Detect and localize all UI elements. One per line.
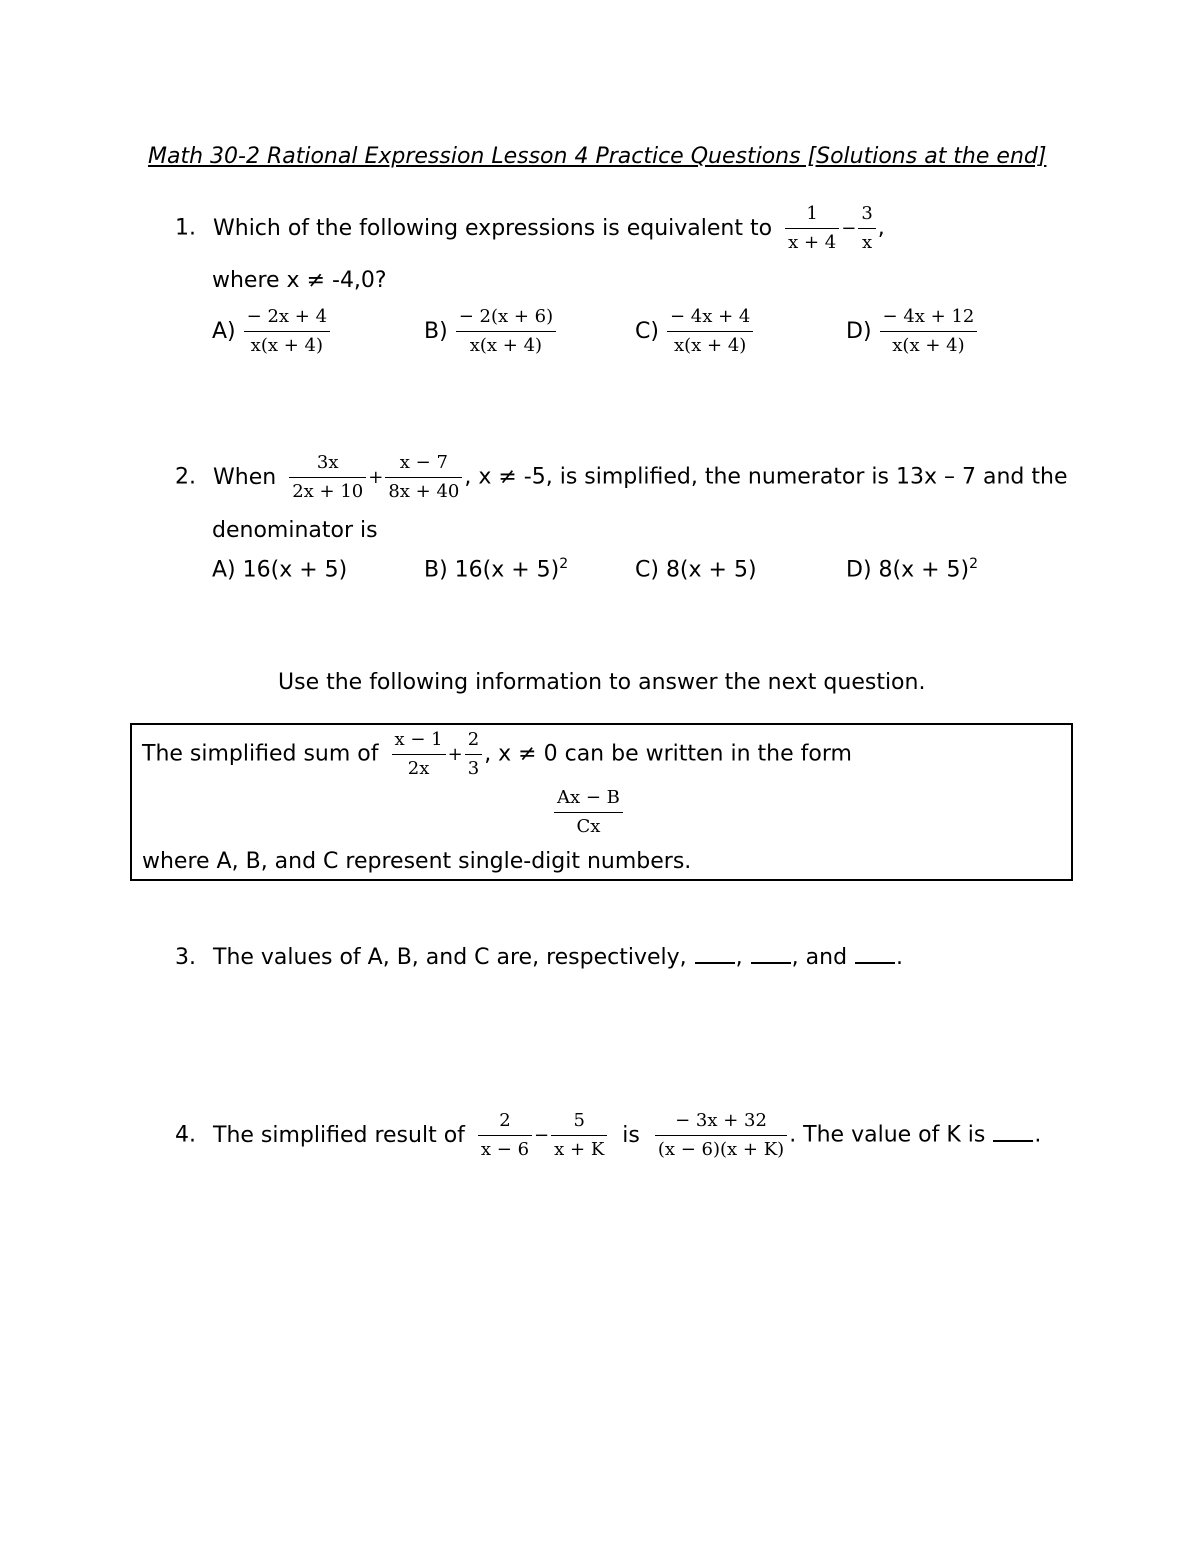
fraction-denominator: x(x + 4) — [880, 331, 978, 357]
question-2-stem-row — [175, 452, 1067, 503]
fraction-denominator: 2x — [392, 754, 446, 780]
info-box-fraction-1 — [392, 729, 446, 780]
fraction-denominator: (x − 6)(x + K) — [655, 1135, 787, 1161]
choice-label: C) — [635, 319, 659, 344]
question-4-result-fraction — [655, 1110, 787, 1161]
fraction-denominator: x + 4 — [785, 228, 839, 254]
fraction-numerator: x − 1 — [394, 729, 443, 750]
question-4-tail: . The value of K is — [789, 1122, 986, 1148]
question-4-number: 4. — [175, 1122, 196, 1148]
question-2-choice-b[interactable] — [424, 556, 568, 582]
answer-blank-a[interactable] — [695, 940, 735, 964]
question-1-fraction-2 — [858, 203, 875, 254]
question-1-choice-b[interactable] — [424, 306, 558, 357]
separator: , — [735, 945, 743, 970]
info-box-tail: , x ≠ 0 can be written in the form — [484, 741, 852, 767]
choice-fraction — [880, 306, 978, 357]
fraction-numerator: 1 — [806, 203, 818, 224]
fraction-denominator: 8x + 40 — [385, 477, 462, 503]
choice-text: C) 8(x + 5) — [635, 557, 757, 583]
end-period: . — [896, 945, 904, 970]
fraction-numerator: 3 — [861, 203, 873, 224]
question-2-line-2: denominator is — [212, 518, 378, 543]
end-period: . — [1034, 1122, 1042, 1148]
question-2-number: 2. — [175, 464, 196, 490]
choice-text: A) 16(x + 5) — [212, 557, 348, 583]
operator: − — [534, 1125, 550, 1146]
fraction-numerator: − 4x + 4 — [669, 306, 751, 327]
choice-fraction — [667, 306, 753, 357]
question-1-choice-c[interactable] — [635, 306, 755, 357]
question-3-number: 3. — [175, 945, 196, 970]
fraction-numerator: Ax − B — [557, 787, 620, 808]
info-intro: Use the following information to answer the next question. — [278, 670, 926, 695]
question-2-choice-c[interactable] — [635, 556, 757, 582]
fraction-numerator: − 3x + 32 — [675, 1110, 767, 1131]
info-box-form — [552, 787, 625, 838]
fraction-denominator: x(x + 4) — [244, 331, 330, 357]
operator: + — [447, 744, 463, 765]
question-4-fraction-2 — [551, 1110, 607, 1161]
fraction-denominator: x — [858, 228, 875, 254]
question-1-choice-d[interactable] — [846, 306, 979, 357]
question-1-comma: , — [877, 215, 885, 241]
question-1-fraction-1 — [785, 203, 839, 254]
operator: − — [841, 218, 857, 239]
info-box-stem-row — [142, 729, 852, 780]
question-2-fraction-2 — [385, 452, 462, 503]
info-box — [130, 723, 1073, 881]
choice-label: A) — [212, 319, 236, 344]
question-4-mid: is — [622, 1122, 640, 1148]
question-3-text: The values of A, B, and C are, respectively, — [213, 945, 687, 970]
question-1-stem: Which of the following expressions is equivalent to — [213, 215, 773, 241]
info-box-form-fraction — [554, 787, 623, 838]
question-4-row — [175, 1110, 1041, 1161]
fraction-denominator: x − 6 — [478, 1135, 532, 1161]
info-box-lead: The simplified sum of — [142, 741, 379, 767]
choice-label: B) — [424, 319, 448, 344]
choice-exponent: 2 — [559, 556, 569, 572]
fraction-denominator: x(x + 4) — [456, 331, 556, 357]
question-2-lead: When — [213, 464, 277, 490]
fraction-denominator: 3 — [465, 754, 482, 780]
choice-text: D) 8(x + 5) — [846, 557, 970, 583]
question-1-choice-a[interactable] — [212, 306, 332, 357]
question-2-choice-a[interactable] — [212, 556, 347, 582]
fraction-denominator: 2x + 10 — [289, 477, 366, 503]
operator: + — [368, 467, 384, 488]
choice-label: D) — [846, 319, 872, 344]
fraction-numerator: 5 — [573, 1110, 585, 1131]
question-2-choice-d[interactable] — [846, 556, 978, 582]
page-title: Math 30-2 Rational Expression Lesson 4 Practice Questions [Solutions at the end] — [148, 144, 1047, 169]
answer-blank-c[interactable] — [855, 940, 895, 964]
question-1-stem-row — [175, 203, 885, 254]
choice-fraction — [456, 306, 556, 357]
answer-blank-b[interactable] — [751, 940, 791, 964]
fraction-numerator: 2 — [467, 729, 480, 750]
question-2-tail: , x ≠ -5, is simplified, the numerator is 13x – 7 and the — [464, 464, 1068, 490]
fraction-numerator: − 4x + 12 — [882, 306, 975, 327]
info-box-fraction-2 — [465, 729, 482, 780]
fraction-numerator: − 2(x + 6) — [458, 306, 554, 327]
fraction-numerator: 3x — [316, 452, 339, 473]
fraction-numerator: 2 — [499, 1110, 511, 1131]
question-4-fraction-1 — [478, 1110, 532, 1161]
answer-blank-k[interactable] — [993, 1118, 1033, 1142]
question-2-fraction-1 — [289, 452, 366, 503]
question-1-condition: where x ≠ -4,0? — [212, 268, 387, 293]
fraction-numerator: − 2x + 4 — [246, 306, 328, 327]
separator: , and — [791, 945, 848, 970]
choice-fraction — [244, 306, 330, 357]
fraction-denominator: Cx — [554, 812, 623, 838]
info-box-footer: where A, B, and C represent single-digit numbers. — [142, 849, 692, 874]
choice-exponent: 2 — [969, 556, 979, 572]
fraction-numerator: x − 7 — [399, 452, 448, 473]
fraction-denominator: x(x + 4) — [667, 331, 753, 357]
question-3-row — [175, 940, 903, 970]
question-1-number: 1. — [175, 215, 196, 241]
question-4-lead: The simplified result of — [213, 1122, 465, 1148]
choice-text: B) 16(x + 5) — [424, 557, 560, 583]
fraction-denominator: x + K — [551, 1135, 607, 1161]
